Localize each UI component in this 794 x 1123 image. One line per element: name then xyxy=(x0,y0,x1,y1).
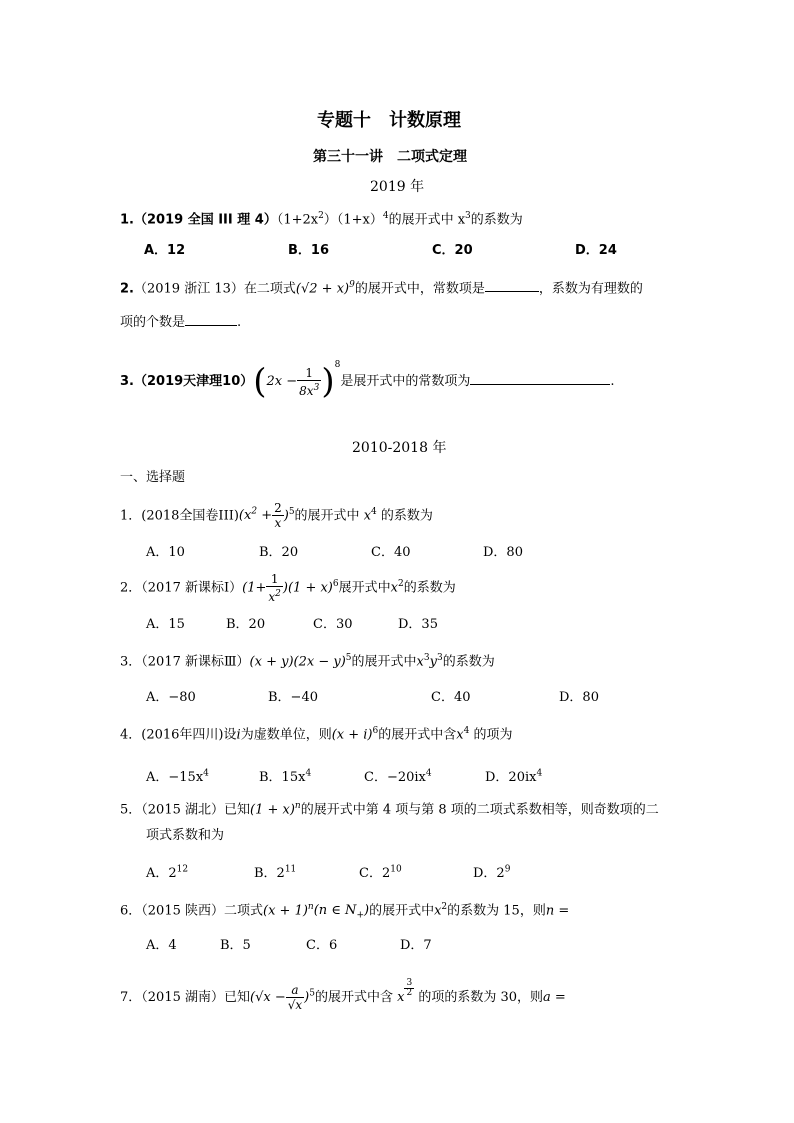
option-5-c[interactable]: C．$2^{10}$ xyxy=(359,864,402,881)
option-1-b[interactable]: B．20 xyxy=(259,545,299,560)
question-2019-1: 1.（2019 全国 III 理 $4)(1+2x^2)(1+x)^4$的展开式中 $x^3$的系数为 xyxy=(120,211,523,228)
question-5-cont: 项式系数和为 xyxy=(146,828,225,843)
option-2019-1-c[interactable]: C．20 xyxy=(432,243,473,258)
option-2-c[interactable]: C．30 xyxy=(313,617,353,632)
option-6-c[interactable]: C．6 xyxy=(306,938,338,953)
option-6-d[interactable]: D．7 xyxy=(400,938,432,953)
question-7: 7．（2015 湖南）已知(√x − $\frac{a}{√x}$ )$^5$的展开式中含 x $^{\frac{3}{2}}$ 的项的系数为 30，则a = xyxy=(120,978,566,1012)
question-6: 6．（2015 陕西）二项式$(x + 1)^n(n$ ∈ $N_+$)的展开式中$x^2$的系数为 15，则n = xyxy=(120,902,570,921)
option-5-a[interactable]: A．$2^{12}$ xyxy=(146,864,189,881)
option-3-a[interactable]: A．−80 xyxy=(146,690,196,705)
question-1: 1．(2018全国卷$III)(x^2$ + $\frac{2}{x}$ )$^5$的展开式中 $x^4$ 的系数为 xyxy=(120,501,433,531)
option-2-b[interactable]: B．20 xyxy=(226,617,266,632)
answer-blank[interactable] xyxy=(485,279,539,292)
option-1-c[interactable]: C．40 xyxy=(371,545,411,560)
option-2019-1-b[interactable]: B．16 xyxy=(288,243,329,258)
year-heading-2010-2018: 2010-2018 年 xyxy=(352,440,447,456)
question-2019-3: 3.（2019天津理10）(2x − $\frac{1}{8x^3}$ )$^8$是展开式中的常数项为 . xyxy=(120,360,615,402)
option-2-d[interactable]: D．35 xyxy=(398,617,438,632)
option-3-c[interactable]: C．40 xyxy=(431,690,471,705)
option-4-b[interactable]: B．$15x^4$ xyxy=(259,768,312,785)
option-4-d[interactable]: D．$20ix^4$ xyxy=(485,768,543,785)
option-1-a[interactable]: A．10 xyxy=(146,545,185,560)
answer-blank[interactable] xyxy=(185,313,237,326)
option-3-b[interactable]: B．−40 xyxy=(268,690,318,705)
question-3: 3．（2017 新课标Ⅲ）(x + $y)(2x - y)^5$的展开式中$x^3y^3$的系数为 xyxy=(120,653,495,670)
question-2019-2: 2.（2019 浙江 13）在二项式$(√2 + x)^9$的展开式中，常数项是 ，系数为有理数的 xyxy=(120,280,643,297)
question-4: 4．(2016年四川)设i为虚数单位，则$(x + i)^6$的展开式中含$x^4$ 的项为 xyxy=(120,726,513,743)
question-2: 2．（2017 新课标Ⅰ）(1+ $\frac{1}{x^2}$ )$(1 + x)^6$展开式中$x^2$的系数为 xyxy=(120,571,456,604)
answer-blank[interactable] xyxy=(470,372,610,385)
option-6-b[interactable]: B．5 xyxy=(220,938,251,953)
option-4-c[interactable]: C．$-20ix^4$ xyxy=(364,768,432,785)
option-5-b[interactable]: B．$2^{11}$ xyxy=(254,864,297,881)
option-2019-1-d[interactable]: D．24 xyxy=(575,243,617,258)
page-title: 专题十 计数原理 xyxy=(317,110,461,131)
option-1-d[interactable]: D．80 xyxy=(483,545,523,560)
year-heading-2019: 2019 年 xyxy=(370,179,425,195)
section-heading-choice: 一、选择题 xyxy=(120,470,186,485)
option-5-d[interactable]: D．$2^9$ xyxy=(473,864,511,881)
option-2-a[interactable]: A．15 xyxy=(146,617,185,632)
question-2019-2-cont: 项的个数是 . xyxy=(120,315,242,330)
option-2019-1-a[interactable]: A．12 xyxy=(144,243,186,258)
option-3-d[interactable]: D．80 xyxy=(559,690,599,705)
option-6-a[interactable]: A．4 xyxy=(146,938,177,953)
option-4-a[interactable]: A．$-15x^4$ xyxy=(146,768,209,785)
question-5: 5．（2015 湖北）已知$(1 + x)^n$的展开式中第 4 项与第 8 项的二项式系数相等，则奇数项的二 xyxy=(120,801,659,818)
page-subtitle: 第三十一讲 二项式定理 xyxy=(313,149,467,165)
